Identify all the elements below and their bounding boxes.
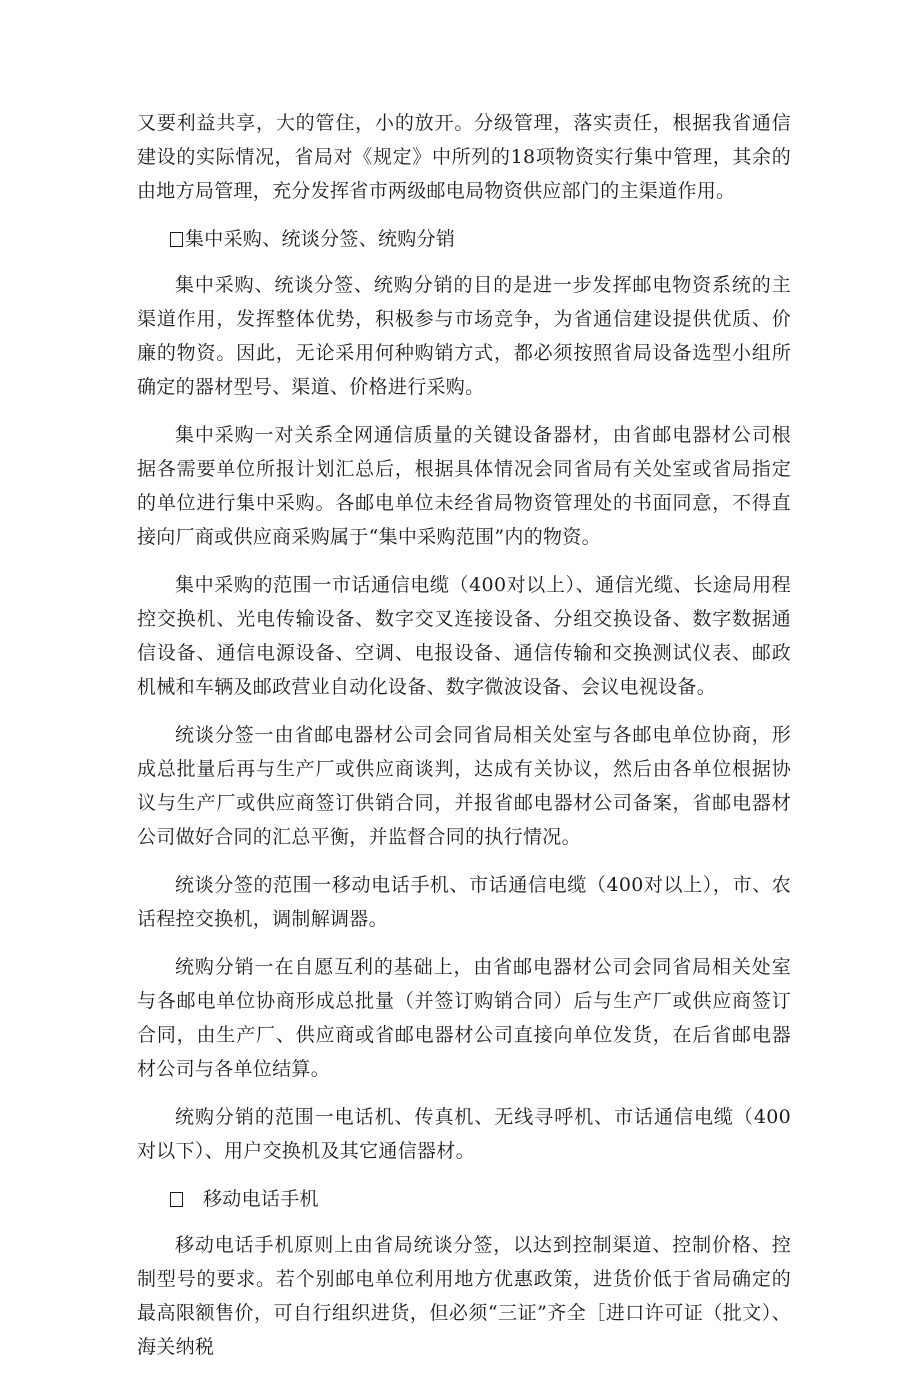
paragraph-unified-negotiation: 统谈分签一由省邮电器材公司会同省局相关处室与各邮电单位协商，形成总批量后再与生产厂或供应商谈判，达成有关协议，然后由各单位根据协议与生产厂或供应商签订供销合同，并报省邮电器材公司备案，省邮电器材公司做好合同的汇总平衡，并监督合同的执行情况。	[137, 724, 791, 848]
paragraph-continuation: 又要利益共享，大的管住，小的放开。分级管理，落实责任，根据我省通信建设的实际情况，省局对《规定》中所列的18项物资实行集中管理，其余的由地方局管理，充分发挥省市两级邮电局物资供应部门的主渠道作用。	[137, 112, 791, 202]
checkbox-square-icon	[170, 232, 183, 247]
paragraph-centralized-procurement: 集中采购一对关系全网通信质量的关键设备器材，由省邮电器材公司根据各需要单位所报计划汇总后，根据具体情况会同省局有关处室或省局指定的单位进行集中采购。各邮电单位未经省局物资管理处的书面同意，不得直接向厂商或供应商采购属于“集中采购范围”内的物资。	[137, 424, 791, 548]
heading-text: 移动电话手机	[203, 1188, 319, 1210]
paragraph-unified-negotiation-scope: 统谈分签的范围一移动电话手机、市话通信电缆（400对以上），市、农话程控交换机，调制解调器。	[137, 874, 791, 930]
paragraph-mobile-phones: 移动电话手机原则上由省局统谈分签，以达到控制渠道、控制价格、控制型号的要求。若个别邮电单位利用地方优惠政策，进货价低于省局确定的最高限额售价，可自行组织进货，但必须“三证”齐全［进口许可证（批文）、海关纳税	[137, 1234, 791, 1358]
paragraph-unified-purchase: 统购分销一在自愿互利的基础上，由省邮电器材公司会同省局相关处室与各邮电单位协商形成总批量（并签订购销合同）后与生产厂或供应商签订合同，由生产厂、供应商或省邮电器材公司直接向单位发货，在后省邮电器材公司与各单位结算。	[137, 956, 791, 1080]
document-page	[137, 106, 791, 1378]
paragraph-centralized-scope: 集中采购的范围一市话通信电缆（400对以上）、通信光缆、长途局用程控交换机、光电传输设备、数字交叉连接设备、分组交换设备、数字数据通信设备、通信电源设备、空调、电报设备、通信传输和交换测试仪表、邮政机械和车辆及邮政营业自动化设备、数字微波设备、会议电视设备。	[137, 574, 791, 698]
paragraph-unified-purchase-scope: 统购分销的范围一电话机、传真机、无线寻呼机、市话通信电缆（400对以下）、用户交换机及其它通信器材。	[137, 1106, 791, 1162]
section-heading-procurement-modes	[137, 222, 791, 256]
heading-text: 集中采购、统谈分签、统购分销	[185, 228, 456, 250]
paragraph-purpose: 集中采购、统谈分签、统购分销的目的是进一步发挥邮电物资系统的主渠道作用，发挥整体优势，积极参与市场竞争，为省通信建设提供优质、价廉的物资。因此，无论采用何种购销方式，都必须按照省局设备选型小组所确定的器材型号、渠道、价格进行采购。	[137, 274, 791, 398]
section-heading-mobile-phones	[137, 1182, 791, 1216]
checkbox-square-icon	[170, 1192, 183, 1207]
